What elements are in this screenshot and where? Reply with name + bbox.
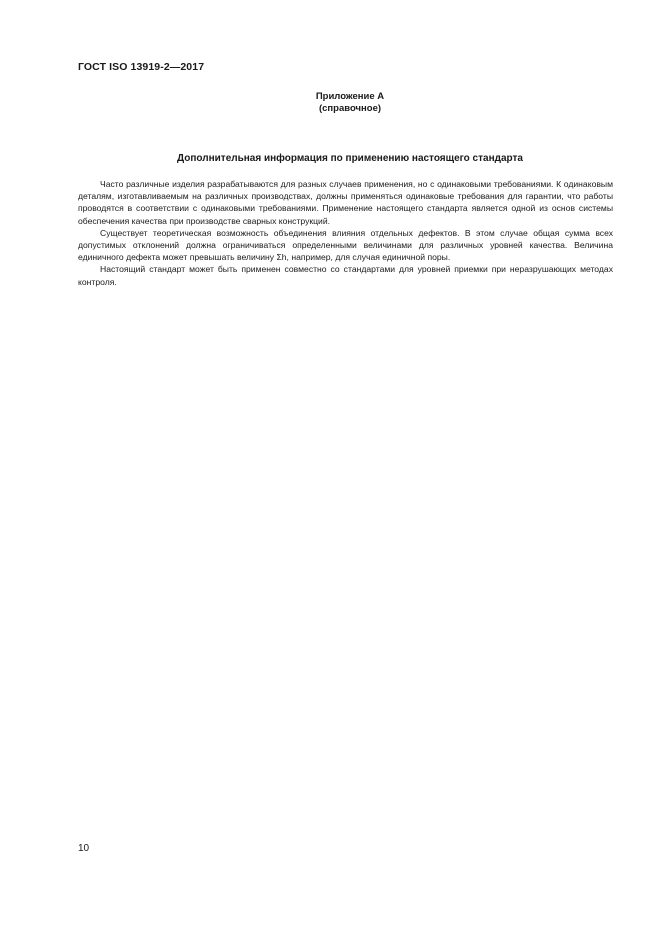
standard-code: ГОСТ ISO 13919-2—2017	[78, 61, 205, 73]
paragraph: Настоящий стандарт может быть применен совместно со стандартами для уровней приемки при неразрушающих методах контроля.	[78, 264, 613, 287]
annex-heading	[0, 91, 661, 115]
annex-kind: (справочное)	[318, 103, 382, 114]
section-title: Дополнительная информация по применению настоящего стандарта	[177, 153, 523, 164]
page-number: 10	[78, 843, 90, 854]
body-text	[78, 178, 613, 288]
paragraph: Часто различные изделия разрабатываются для разных случаев применения, но с одинаковыми требованиями. К одинаковым деталям, изготавливаемым на различных производствах, должны применяться одинаковые требования для гарантии, что работы проводятся в соответствии с одинаковыми требованиями. Применение настоящего стандарта является одной из основ системы обеспечения качества при производстве сварных конструкций.	[78, 179, 613, 226]
paragraph: Существует теоретическая возможность объединения влияния отдельных дефектов. В этом случае общая сумма всех допустимых отклонений должна ограничиваться определенными величинами для различных уровней качества. Величина единичного дефекта может превышать величину Σh, например, для случая единичной поры.	[78, 227, 613, 263]
annex-title: Приложение А	[315, 91, 385, 102]
